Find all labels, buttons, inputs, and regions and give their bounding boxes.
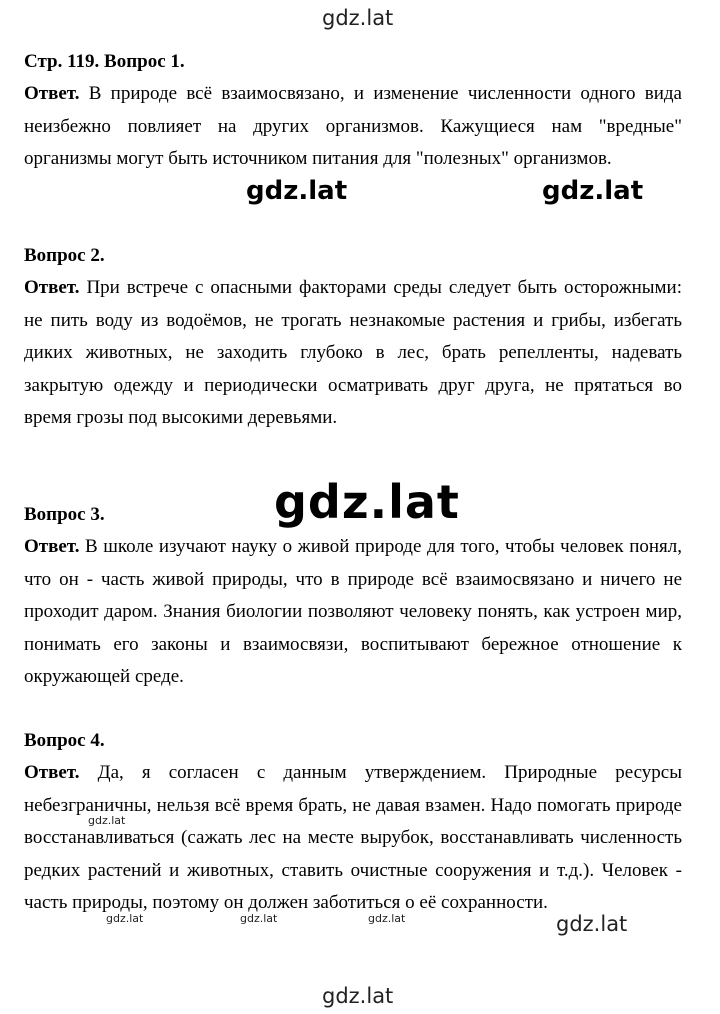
- question-4-heading: Вопрос 4.: [24, 730, 105, 751]
- answer-2-label: Ответ.: [24, 277, 80, 298]
- answer-4-label: Ответ.: [24, 762, 80, 783]
- question-3-answer: [24, 531, 682, 694]
- answer-3-text: В школе изучают науку о живой природе для того, чтобы человек понял, что он - часть живой природы, что в природе всё взаимосвязано и ничего не проходит даром. Знания биологии позволяют человеку понять, как устроен мир, понимать его законы и взаимосвязи, воспитывают бережное отношение к окружающей среде.: [24, 536, 683, 687]
- watermark-small-1: gdz.lat: [88, 814, 126, 827]
- question-2-answer: [24, 272, 682, 435]
- document-page: [24, 0, 682, 1014]
- watermark-q1-right: gdz.lat: [542, 176, 644, 206]
- watermark-bottom: gdz.lat: [322, 984, 394, 1008]
- answer-2-text: При встрече с опасными факторами среды следует быть осторожными: не пить воду из водоёмов, не трогать незнакомые растения и грибы, избегать диких животных, не заходить глубоко в лес, брать репелленты, надевать закрытую одежду и периодически осматривать друг друга, не прятаться во время грозы под высокими деревьями.: [24, 277, 682, 428]
- question-2: [24, 240, 682, 435]
- watermark-small-4: gdz.lat: [368, 912, 406, 925]
- question-1-answer: [24, 78, 682, 176]
- answer-1-label: Ответ.: [24, 83, 80, 104]
- watermark-right: gdz.lat: [556, 912, 628, 936]
- watermark-small-2: gdz.lat: [106, 912, 144, 925]
- question-4: [24, 725, 682, 920]
- watermark-top: gdz.lat: [322, 6, 394, 30]
- question-2-heading: Вопрос 2.: [24, 245, 105, 266]
- question-1-heading: Стр. 119. Вопрос 1.: [24, 51, 185, 72]
- question-4-answer: [24, 757, 682, 920]
- answer-4-text: Да, я согласен с данным утверждением. Природные ресурсы небезграничны, нельзя всё время брать, не давая взамен. Надо помогать природе восстанавливаться (сажать лес на месте вырубок, восстанавливать численность редких растений и животных, ставить очистные сооружения и т.д.). Человек - часть природы, поэтому он должен заботиться о её сохранности.: [24, 762, 683, 913]
- watermark-small-3: gdz.lat: [240, 912, 278, 925]
- question-3: [24, 499, 682, 694]
- question-1: [24, 46, 682, 176]
- watermark-center: gdz.lat: [274, 475, 460, 529]
- answer-1-text: В природе всё взаимосвязано, и изменение численности одного вида неизбежно повлияет на других организмов. Кажущиеся нам "вредные" организмы могут быть источником питания для "полезных" организмов.: [24, 83, 682, 169]
- watermark-q1-left: gdz.lat: [246, 176, 348, 206]
- answer-3-label: Ответ.: [24, 536, 80, 557]
- question-3-heading: Вопрос 3.: [24, 504, 105, 525]
